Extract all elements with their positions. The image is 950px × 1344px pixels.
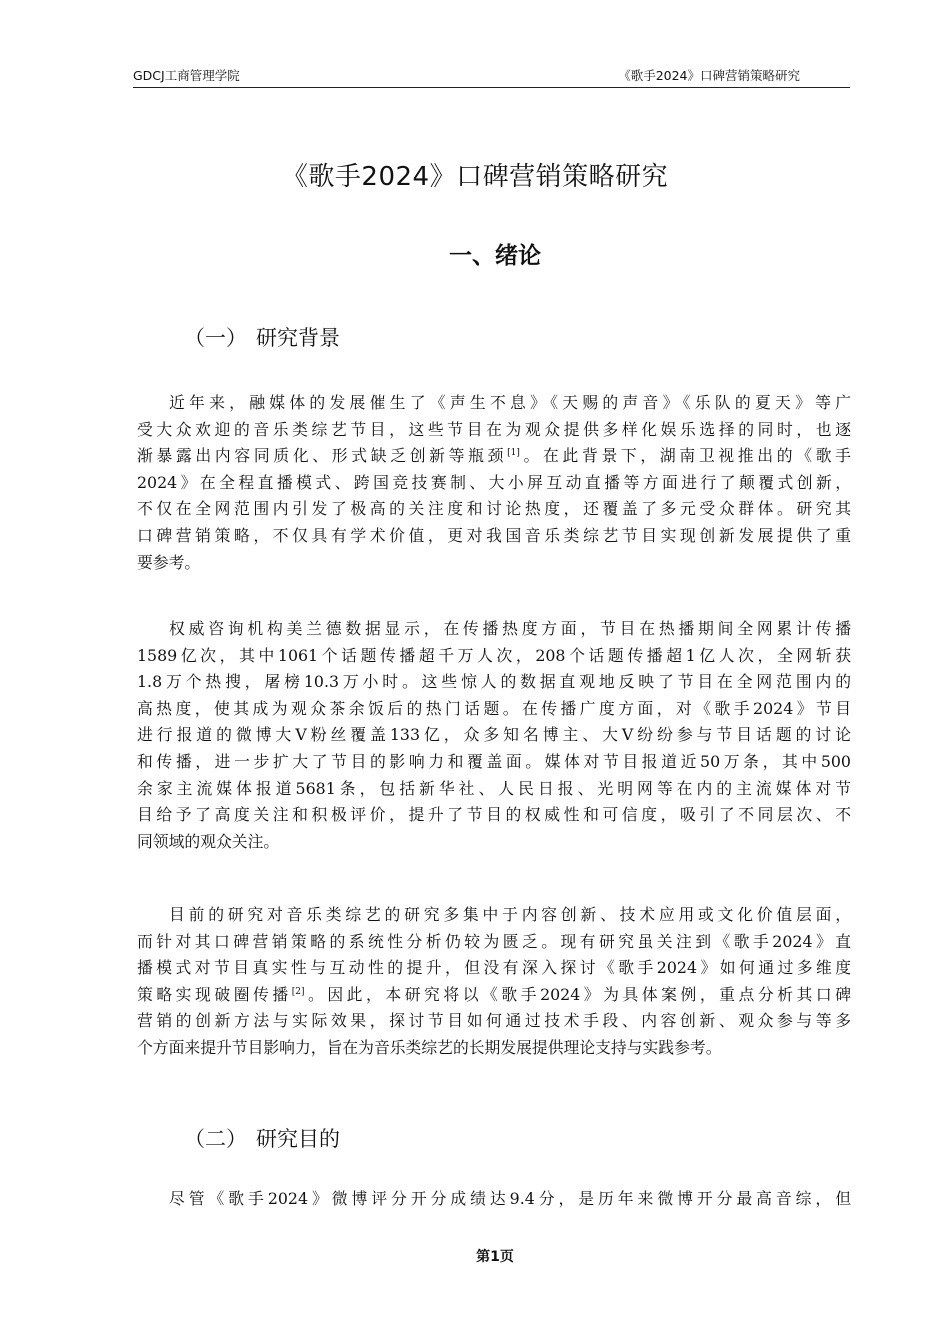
header-paper-title: 《歌手2024》口碑营销策略研究	[618, 68, 800, 83]
chapter-title: 一、绪论	[449, 243, 541, 269]
paragraph-purpose-1	[137, 1186, 851, 1213]
section-number: （二）	[184, 1127, 247, 1151]
text-line	[137, 443, 851, 470]
text-line: 同领域的观众关注。	[137, 831, 280, 851]
section-heading-purpose	[184, 1123, 340, 1155]
text-line: 2024》在全程直播模式、跨国竞技赛制、大小屏互动直播等方面进行了颠覆式创新，	[137, 472, 851, 492]
section-title-text: 研究背景	[256, 326, 340, 350]
text-line: 播模式对节目真实性与互动性的提升，但没有深入探讨《歌手2024》如何通过多维度	[137, 958, 851, 978]
text-line: 1589亿次，其中1061个话题传播超千万人次，208个话题传播超1亿人次，全网斩获	[137, 645, 851, 665]
document-title: 《歌手2024》口碑营销策略研究	[281, 162, 669, 192]
text-line: 进行报道的微博大V粉丝覆盖133亿，众多知名博主、大V纷纷参与节目话题的讨论	[137, 725, 851, 745]
text-line: 高热度，使其成为观众茶余饭后的热门话题。在传播广度方面，对《歌手2024》节目	[137, 698, 851, 718]
page-header	[133, 68, 850, 88]
text-run: 。因此，本研究将以《歌手2024》为具体案例，重点分析其口碑	[304, 984, 851, 1004]
text-line: 余家主流媒体报道5681条，包括新华社、人民日报、光明网等在内的主流媒体对节	[137, 778, 851, 798]
text-line: 营销的创新方法与实际效果，探讨节目如何通过技术手段、内容创新、观众参与等多	[137, 1011, 851, 1031]
text-line: 个方面来提升节目影响力，旨在为音乐类综艺的长期发展提供理论支持与实践参考。	[137, 1037, 722, 1057]
paragraph-background-2	[137, 616, 851, 855]
header-school: GDCJ工商管理学院	[133, 68, 240, 83]
text-line: 尽管《歌手2024》微博评分开分成绩达9.4分，是历年来微博开分最高音综，但	[169, 1189, 851, 1208]
text-line: 口碑营销策略，不仅具有学术价值，更对我国音乐类综艺节目实现创新发展提供了重	[137, 525, 851, 545]
text-run: 渐暴露出内容同质化、形式缺乏创新等瓶颈	[137, 446, 508, 466]
text-line: 受大众欢迎的音乐类综艺节目，这些节目在为观众提供多样化娱乐选择的同时，也逐	[137, 419, 851, 439]
text-line: 权威咨询机构美兰德数据显示，在传播热度方面，节目在热播期间全网累计传播	[169, 619, 851, 638]
page-number: 第1页	[476, 1249, 514, 1265]
text-line: 不仅在全网范围内引发了极高的关注度和讨论热度，还覆盖了多元受众群体。研究其	[137, 499, 851, 519]
paragraph-background-1	[137, 390, 851, 576]
citation-marker: [2]	[291, 986, 305, 997]
citation-marker: [1]	[507, 448, 520, 459]
paragraph-background-3	[137, 902, 851, 1062]
text-line	[137, 982, 851, 1009]
text-line: 目给予了高度关注和积极评价，提升了节目的权威性和可信度，吸引了不同层次、不	[137, 805, 851, 825]
section-heading-background	[184, 322, 340, 354]
text-line: 1.8万个热搜，屠榜10.3万小时。这些惊人的数据直观地反映了节目在全网范围内的	[137, 672, 851, 692]
text-line: 而针对其口碑营销策略的系统性分析仍较为匮乏。现有研究虽关注到《歌手2024》直	[137, 931, 851, 951]
text-run: 。在此背景下，湖南卫视推出的《歌手	[519, 446, 851, 466]
text-line: 和传播，进一步扩大了节目的影响力和覆盖面。媒体对节目报道近50万条，其中500	[137, 751, 851, 771]
text-line: 近年来，融媒体的发展催生了《声生不息》《天赐的声音》《乐队的夏天》等广	[169, 393, 851, 412]
section-title-text: 研究目的	[256, 1127, 340, 1151]
text-line: 目前的研究对音乐类综艺的研究多集中于内容创新、技术应用或文化价值层面，	[169, 905, 851, 924]
text-run: 策略实现破圈传播	[137, 984, 292, 1004]
text-line: 要参考。	[137, 552, 201, 572]
section-number: （一）	[184, 326, 247, 350]
